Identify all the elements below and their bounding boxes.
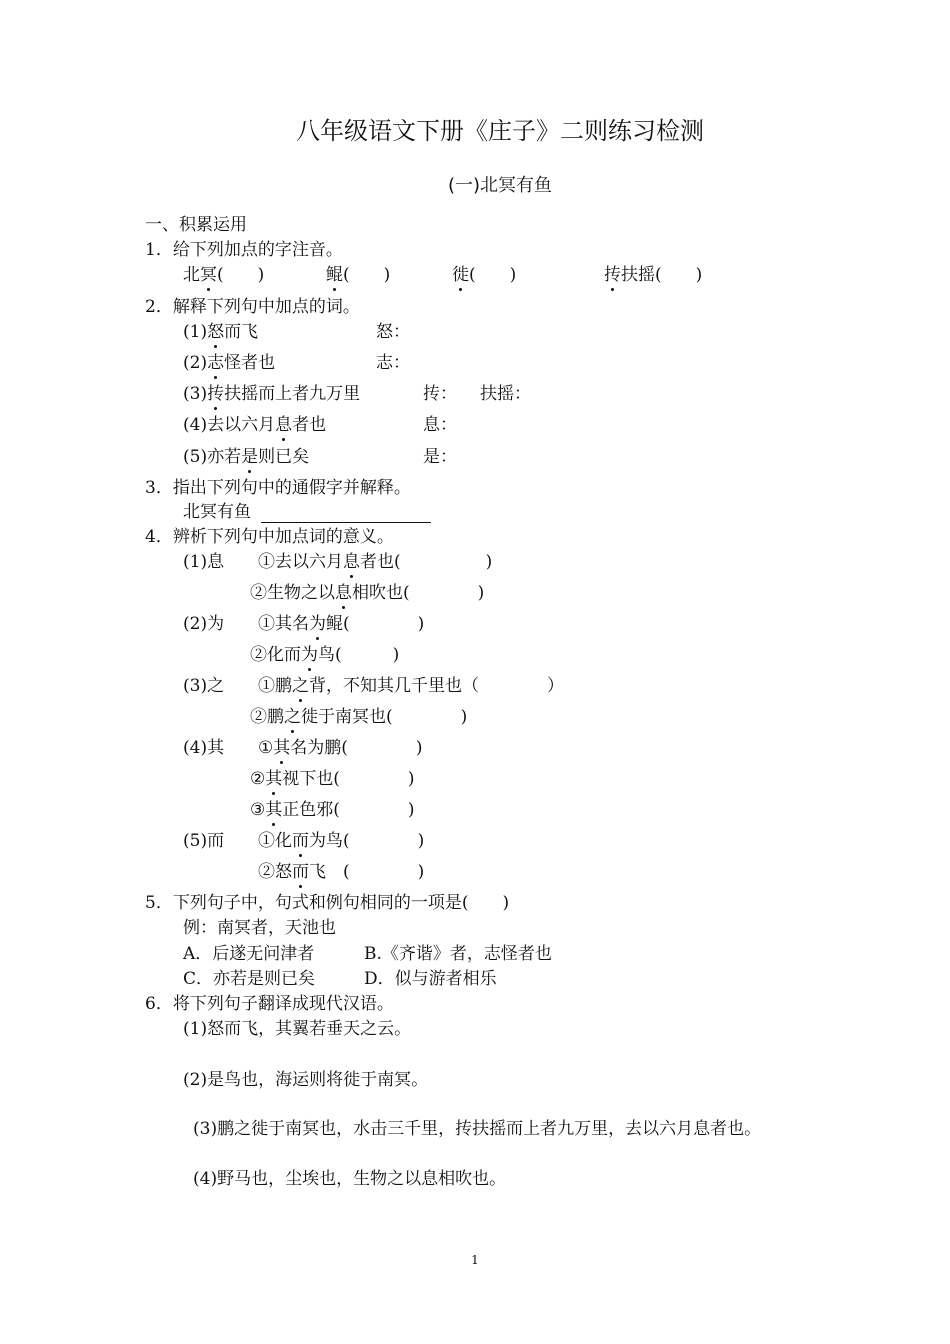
q4-g4-c: ③其正色邪( ) <box>250 800 415 820</box>
q4-g5-b: ②怒而飞 ( ) <box>258 862 425 882</box>
q5-example: 例：南冥者，天池也 <box>183 918 336 938</box>
q6-sentence-1: (1)怒而飞，其翼若垂天之云。 <box>183 1019 412 1039</box>
emphasis-dot: 怒 <box>207 322 225 342</box>
emphasis-dot: 抟 <box>207 384 225 404</box>
question-3-stem: 3．指出下列句中的通假字并解释。 <box>145 478 411 498</box>
emphasis-dot: 而 <box>292 831 309 851</box>
q1-item-3: 徙( ) <box>452 265 517 285</box>
emphasis-dot: 息 <box>343 552 360 572</box>
q2-answer-3b: 扶摇： <box>480 384 531 404</box>
q5-option-c: C．亦若是则已矣 <box>183 969 316 989</box>
section-heading: 一、积累运用 <box>145 215 247 235</box>
page-number: 1 <box>471 1253 479 1267</box>
question-4-stem: 4．辨析下列句中加点词的意义。 <box>145 527 394 547</box>
emphasis-dot: 是 <box>241 447 259 467</box>
emphasis-dot: 息 <box>335 583 352 603</box>
q4-g1-b: ②生物之以息相吹也( ) <box>250 583 485 603</box>
q2-item-5: (5)亦若是则已矣 <box>183 447 310 467</box>
question-2-stem: 2．解释下列句中加点的词。 <box>145 297 360 317</box>
q4-group-label-2: (2)为 <box>183 614 225 634</box>
question-6-stem: 6．将下列句子翻译成现代汉语。 <box>145 994 394 1014</box>
emphasis-dot: 息 <box>275 415 293 435</box>
emphasis-dot: 其 <box>273 738 291 758</box>
q6-sentence-4: (4)野马也，尘埃也，生物之以息相吹也。 <box>193 1169 507 1189</box>
q4-g4-b: ②其视下也( ) <box>250 769 415 789</box>
emphasis-dot: 鲲 <box>326 265 343 285</box>
emphasis-dot: 其 <box>265 769 283 789</box>
q4-g3-a: ①鹏之背，不知其几千里也（ ） <box>258 676 564 696</box>
q1-item-2: 鲲( ) <box>326 265 391 285</box>
q2-item-2: (2)志怪者也 <box>183 353 276 373</box>
q2-item-4: (4)去以六月息者也 <box>183 415 327 435</box>
question-5-stem: 5．下列句子中，句式和例句相同的一项是( ) <box>145 893 510 913</box>
q2-item-1: (1)怒而飞 <box>183 322 259 342</box>
q5-option-a: A．后遂无问津者 <box>183 944 315 964</box>
section-subtitle: (一)北冥有鱼 <box>447 175 553 196</box>
q2-item-3: (3)抟扶摇而上者九万里 <box>183 384 361 404</box>
q1-item-1: 北冥( ) <box>183 265 265 285</box>
emphasis-dot: 为 <box>301 645 318 665</box>
q2-answer-1: 怒： <box>376 322 410 342</box>
q4-group-label-5: (5)而 <box>183 831 225 851</box>
q2-answer-3a: 抟： <box>423 384 457 404</box>
q4-g1-a: ①去以六月息者也( ) <box>258 552 493 572</box>
q1-item-4: 抟扶摇( ) <box>604 265 703 285</box>
emphasis-dot: 抟 <box>604 265 621 285</box>
q4-g5-a: ①化而为鸟( ) <box>258 831 425 851</box>
q6-sentence-3: (3)鹏之徙于南冥也，水击三千里，抟扶摇而上者九万里，去以六月息者也。 <box>193 1119 762 1139</box>
q4-g2-a: ①其名为鲲( ) <box>258 614 425 634</box>
question-1-stem: 1．给下列加点的字注音。 <box>145 240 343 260</box>
answer-blank <box>261 504 431 523</box>
emphasis-dot: 而 <box>292 862 309 882</box>
emphasis-dot: 徙 <box>452 265 469 285</box>
document-title: 八年级语文下册《庄子》二则练习检测 <box>296 117 704 145</box>
q4-group-label-4: (4)其 <box>183 738 225 758</box>
q2-answer-4: 息： <box>423 415 457 435</box>
emphasis-dot: 为 <box>309 614 326 634</box>
q4-g4-a: ①其名为鹏( ) <box>258 738 423 758</box>
q2-answer-2: 志： <box>376 353 410 373</box>
q4-group-label-3: (3)之 <box>183 676 225 696</box>
emphasis-dot: 之 <box>292 676 309 696</box>
q2-answer-5: 是： <box>423 447 457 467</box>
emphasis-dot: 志 <box>207 353 225 373</box>
q4-g3-b: ②鹏之徙于南冥也( ) <box>250 707 468 727</box>
q5-option-b: B.《齐谐》者，志怪者也 <box>364 944 552 964</box>
q3-sentence: 北冥有鱼 <box>183 501 431 523</box>
q5-option-d: D．似与游者相乐 <box>364 969 497 989</box>
emphasis-dot: 冥 <box>200 265 217 285</box>
q4-group-label-1: (1)息 <box>183 552 225 572</box>
emphasis-dot: 之 <box>284 707 301 727</box>
q6-sentence-2: (2)是鸟也，海运则将徙于南冥。 <box>183 1070 429 1090</box>
emphasis-dot: 其 <box>265 800 283 820</box>
q4-g2-b: ②化而为鸟( ) <box>250 645 400 665</box>
